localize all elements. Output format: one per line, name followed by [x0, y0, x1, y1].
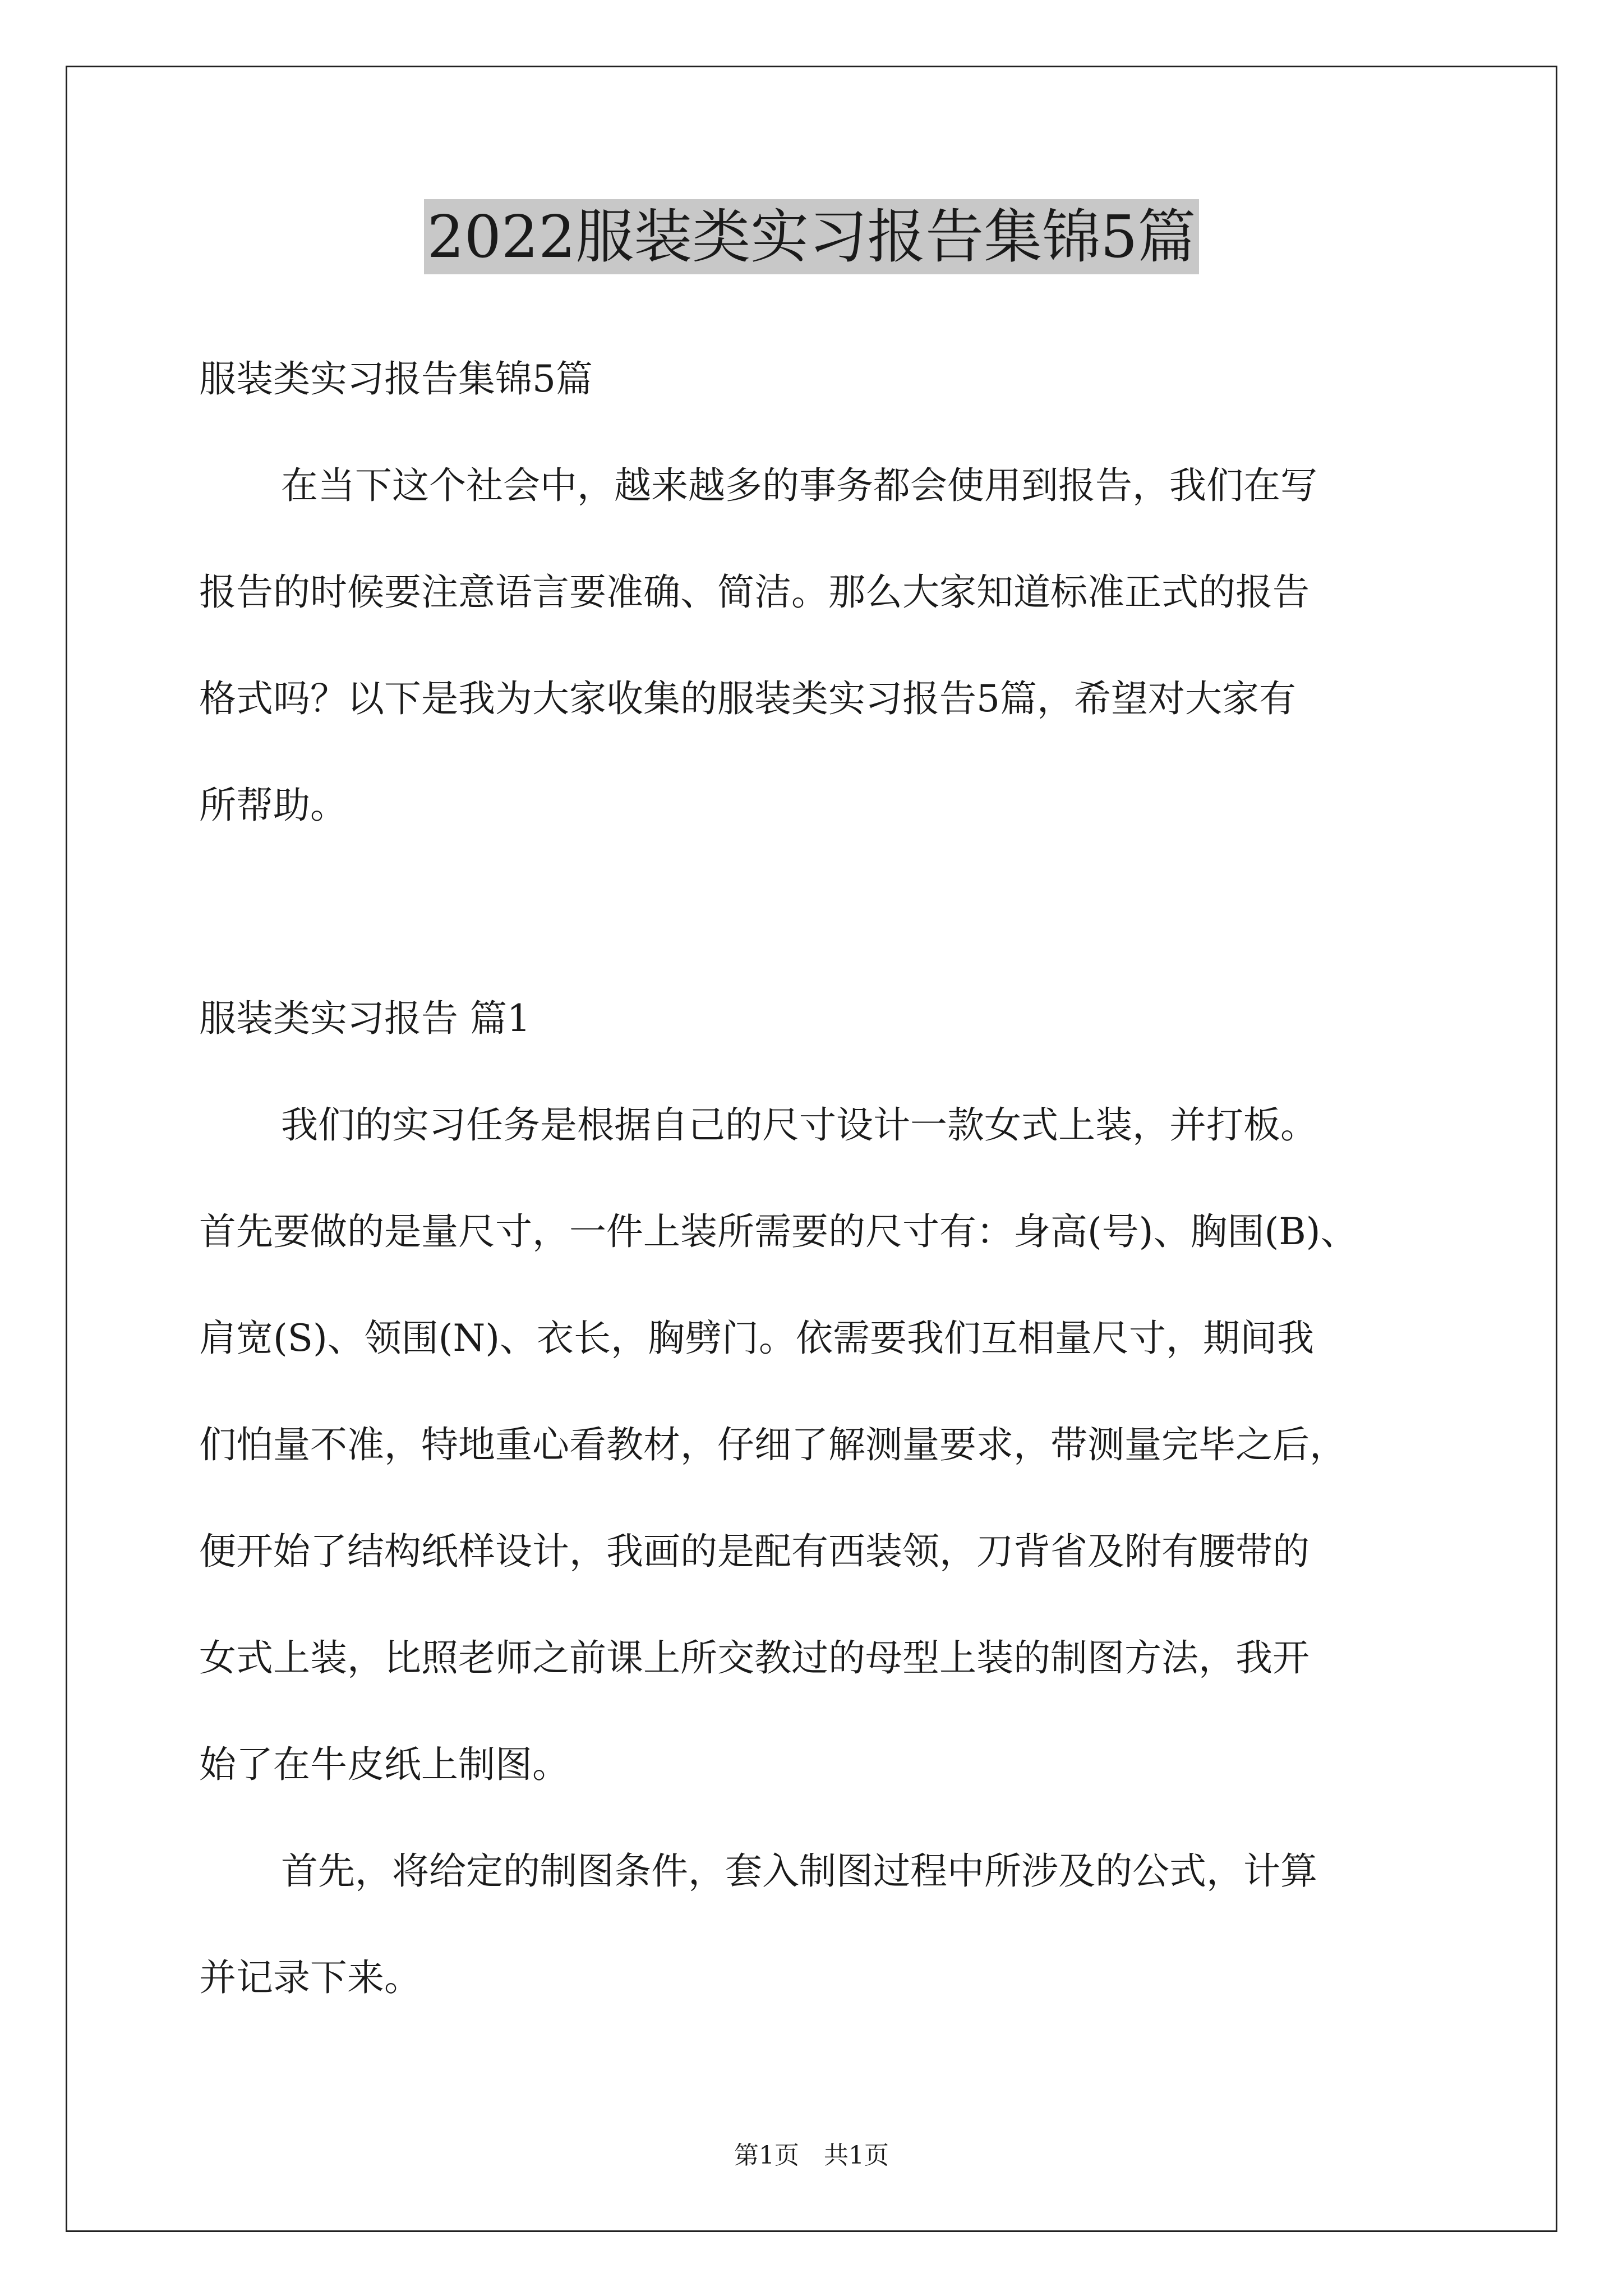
intro-line-3: 格式吗？以下是我为大家收集的服装类实习报告5篇，希望对大家有 [199, 677, 1296, 720]
para1-line-4: 们怕量不准，特地重心看教材，仔细了解测量要求，带测量完毕之后， [199, 1423, 1347, 1466]
para1-line-1: 我们的实习任务是根据自己的尺寸设计一款女式上装，并打板。 [281, 1103, 1317, 1147]
para1-line-2: 首先要做的是量尺寸，一件上装所需要的尺寸有：身高(号)、胸围(B)、 [199, 1210, 1358, 1253]
para1-line-5: 便开始了结构纸样设计，我画的是配有西装领，刀背省及附有腰带的 [199, 1530, 1310, 1573]
document-title: 2022服装类实习报告集锦5篇 [424, 199, 1200, 274]
page-footer: 第1页 共1页 [734, 2141, 889, 2170]
intro-line-2: 报告的时候要注意语言要准确、简洁。那么大家知道标准正式的报告 [199, 570, 1310, 614]
para1-line-3: 肩宽(S)、领围(N)、衣长，胸劈门。依需要我们互相量尺寸，期间我 [199, 1317, 1314, 1360]
section-heading: 服装类实习报告 篇1 [199, 997, 531, 1040]
para1-line-7: 始了在牛皮纸上制图。 [199, 1743, 569, 1786]
para2-line-2: 并记录下来。 [199, 1956, 421, 1999]
para2-line-1: 首先，将给定的制图条件，套入制图过程中所涉及的公式，计算 [281, 1849, 1317, 1893]
para1-line-6: 女式上装，比照老师之前课上所交教过的母型上装的制图方法，我开 [199, 1636, 1310, 1680]
document-subtitle: 服装类实习报告集锦5篇 [199, 357, 593, 401]
intro-line-1: 在当下这个社会中，越来越多的事务都会使用到报告，我们在写 [281, 464, 1317, 507]
intro-line-4: 所帮助。 [199, 784, 347, 827]
title-container [0, 199, 1623, 274]
